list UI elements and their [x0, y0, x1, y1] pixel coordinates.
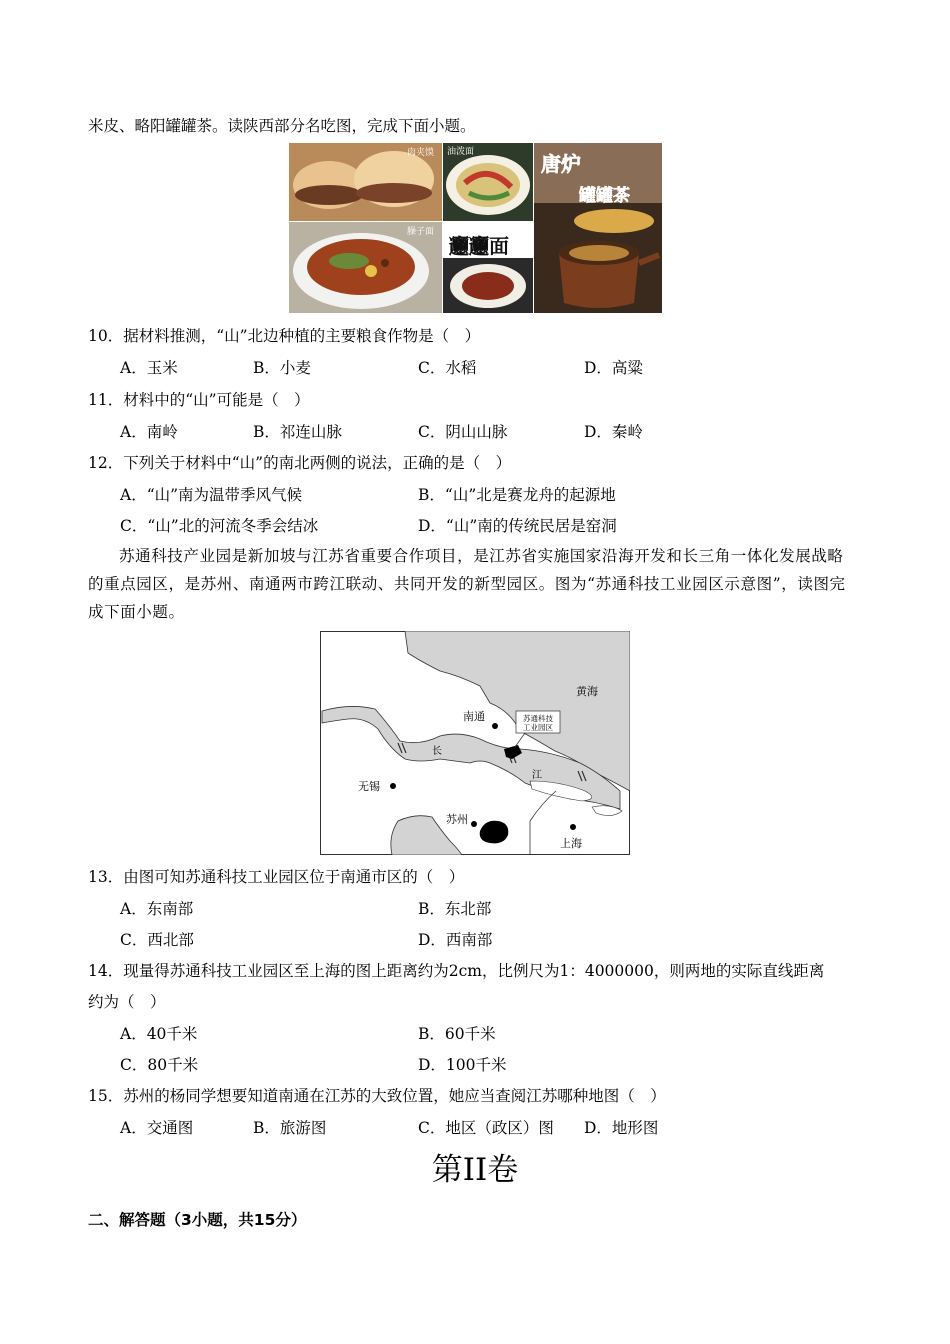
- biang-biang-title: 𰻞𰻞面: [449, 234, 509, 258]
- question-12-option-d: D．“山”南的传统民居是窑洞: [418, 517, 617, 535]
- shanghai-dot: [570, 824, 576, 830]
- question-14-option-c: C．80千米: [120, 1056, 199, 1074]
- tanglu-title: 唐炉: [541, 152, 581, 176]
- question-14-option-b: B．60千米: [418, 1025, 496, 1043]
- question-14-option-d: D．100千米: [418, 1056, 507, 1074]
- question-11-option-b: B．祁连山脉: [253, 423, 342, 441]
- question-13-option-a: A．东南部: [120, 900, 194, 918]
- suzhou-dot: [471, 821, 477, 827]
- question-13-stem: 13．由图可知苏通科技工业园区位于南通市区的（ ）: [88, 868, 465, 886]
- park-label-line2: 工业园区: [523, 723, 553, 732]
- question-10-option-c: C．水稻: [418, 359, 477, 377]
- question-12-option-c: C．“山”北的河流冬季会结冰: [120, 517, 319, 535]
- question-14-option-a: A．40千米: [120, 1025, 198, 1043]
- map-label-huanghai: 黄海: [576, 685, 598, 698]
- question-14-stem-line1: 14．现量得苏通科技工业园区至上海的图上距离约为2cm，比例尺为1：4000000，则两地的实际直线距离: [88, 962, 825, 980]
- question-13-option-d: D．西南部: [418, 931, 493, 949]
- food-label-youpomian: 油泼面: [447, 147, 475, 157]
- passage-text: 苏通科技产业园是新加坡与江苏省重要合作项目，是江苏省实施国家沿海开发和长三角一体化发展战略的重点园区，是苏州、南通两市跨江联动、共同开发的新型园区。图为“苏通科技工业园区示意图”，读图完成下面小题。: [88, 547, 846, 621]
- map-label-shanghai: 上海: [560, 837, 582, 850]
- question-11-option-a: A．南岭: [120, 423, 178, 441]
- question-15-option-d: D．地形图: [584, 1119, 659, 1137]
- part-two-title: 第II卷: [431, 1152, 519, 1188]
- question-12-option-b: B．“山”北是赛龙舟的起源地: [418, 486, 616, 504]
- wuxi-dot: [390, 783, 396, 789]
- map-label-chang: 长: [432, 746, 442, 757]
- question-13-option-c: C．西北部: [120, 931, 194, 949]
- nantong-dot: [492, 723, 498, 729]
- sutong-park-map: [320, 631, 630, 855]
- question-11-option-c: C．阴山山脉: [418, 423, 508, 441]
- question-14-stem-line2: 约为（ ）: [88, 993, 166, 1011]
- question-10-option-d: D．高粱: [584, 359, 643, 377]
- question-13-option-b: B．东北部: [418, 900, 492, 918]
- question-15-stem: 15．苏州的杨同学想要知道南通在江苏的大致位置，她应当查阅江苏哪种地图（ ）: [88, 1087, 666, 1105]
- question-12-stem: 12．下列关于材料中“山”的南北两侧的说法，正确的是（ ）: [88, 454, 512, 472]
- question-10-stem: 10．据材料推测，“山”北边种植的主要粮食作物是（ ）: [88, 327, 481, 345]
- shaanxi-food-image: [289, 143, 662, 313]
- question-11-option-d: D．秦岭: [584, 423, 643, 441]
- park-label-line1: 苏通科技: [523, 714, 553, 723]
- question-10-option-b: B．小麦: [253, 359, 311, 377]
- guanguancha-title: 罐罐茶: [579, 186, 630, 206]
- intro-line: 米皮、略阳罐罐茶。读陕西部分名吃图，完成下面小题。: [88, 117, 476, 135]
- section-two-title: 二、解答题（3小题，共15分）: [88, 1211, 307, 1229]
- map-label-wuxi: 无锡: [358, 780, 380, 793]
- question-11-stem: 11．材料中的“山”可能是（ ）: [88, 391, 310, 409]
- question-10-option-a: A．玉米: [120, 359, 178, 377]
- map-label-jiang: 江: [532, 770, 542, 781]
- question-15-option-a: A．交通图: [120, 1119, 194, 1137]
- food-label-saozimian: 臊子面: [407, 227, 435, 237]
- food-label-roujiamo: 肉夹馍: [407, 148, 435, 158]
- question-15-option-c: C．地区（政区）图: [418, 1119, 554, 1137]
- map-label-nantong: 南通: [463, 710, 485, 723]
- question-12-option-a: A．“山”南为温带季风气候: [120, 486, 303, 504]
- question-15-option-b: B．旅游图: [253, 1119, 327, 1137]
- map-label-suzhou: 苏州: [446, 813, 468, 826]
